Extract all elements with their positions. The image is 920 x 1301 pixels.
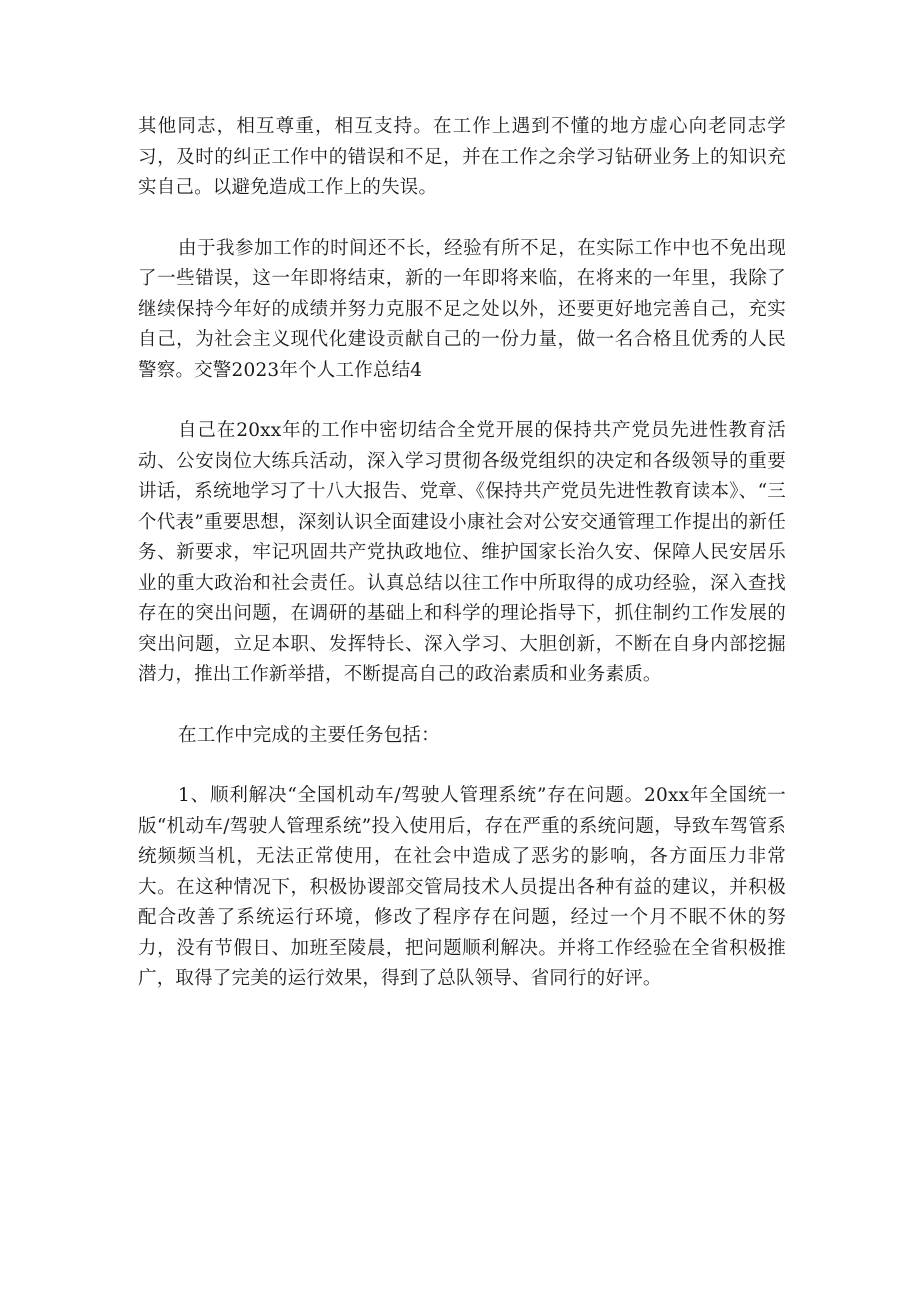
- paragraph-task-one: 1、顺利解决“全国机动车/驾驶人管理系统”存在问题。20xx年全国统一版“机动车/驾驶人管理系统”投入使用后，存在严重的系统问题，导致车驾管系统频频当机，无法正常使用，在社会中造成了恶劣的影响，各方面压力非常大。在这种情况下，积极协谡部交管局技术人员提出各种有益的建议，并积极配合改善了系统运行环境，修改了程序存在问题，经过一个月不眠不休的努力，没有节假日、加班至陵晨，把问题顺利解决。并将工作经验在全省积极推广，取得了完美的运行效果，得到了总队领导、省同行的好评。: [138, 785, 786, 989]
- paragraph-study-activities: 自己在20xx年的工作中密切结合全党开展的保持共产党员先进性教育活动、公安岗位大练兵活动，深入学习贯彻各级党组织的决定和各级领导的重要讲话，系统地学习了十八大报告、党章、《保持共产党员先进性教育读本》、“三个代表”重要思想，深刻认识全面建设小康社会对公安交通管理工作提出的新任务、新要求，牢记巩固共产党执政地位、维护国家长治久安、保障人民安居乐业的重大政治和社会责任。认真总结以往工作中所取得的成功经验，深入查找存在的突出问题，在调研的基础上和科学的理论指导下，抓住制约工作发展的突出问题，立足本职、发挥特长、深入学习、大胆创新，不断在自身内部挖掘潜力，推出工作新举措，不断提高自己的政治素质和业务素质。: [138, 420, 786, 685]
- paragraph-shortcomings: 由于我参加工作的时间还不长，经验有所不足，在实际工作中也不免出现了一些错误，这一年即将结束，新的一年即将来临，在将来的一年里，我除了继续保持今年好的成绩并努力克服不足之处以外，还要更好地完善自己，充实自己，为社会主义现代化建设贡献自己的一份力量，做一名合格且优秀的人民警察。交警2023年个人工作总结4: [138, 237, 786, 381]
- paragraph-main-tasks-heading: 在工作中完成的主要任务包括：: [178, 724, 440, 746]
- paragraph-continuation: 其他同志，相互尊重，相互支持。在工作上遇到不懂的地方虚心向老同志学习，及时的纠正工作中的错误和不足，并在工作之余学习钻研业务上的知识充实自己。以避免造成工作上的失误。: [138, 116, 786, 198]
- document-page: [138, 112, 786, 995]
